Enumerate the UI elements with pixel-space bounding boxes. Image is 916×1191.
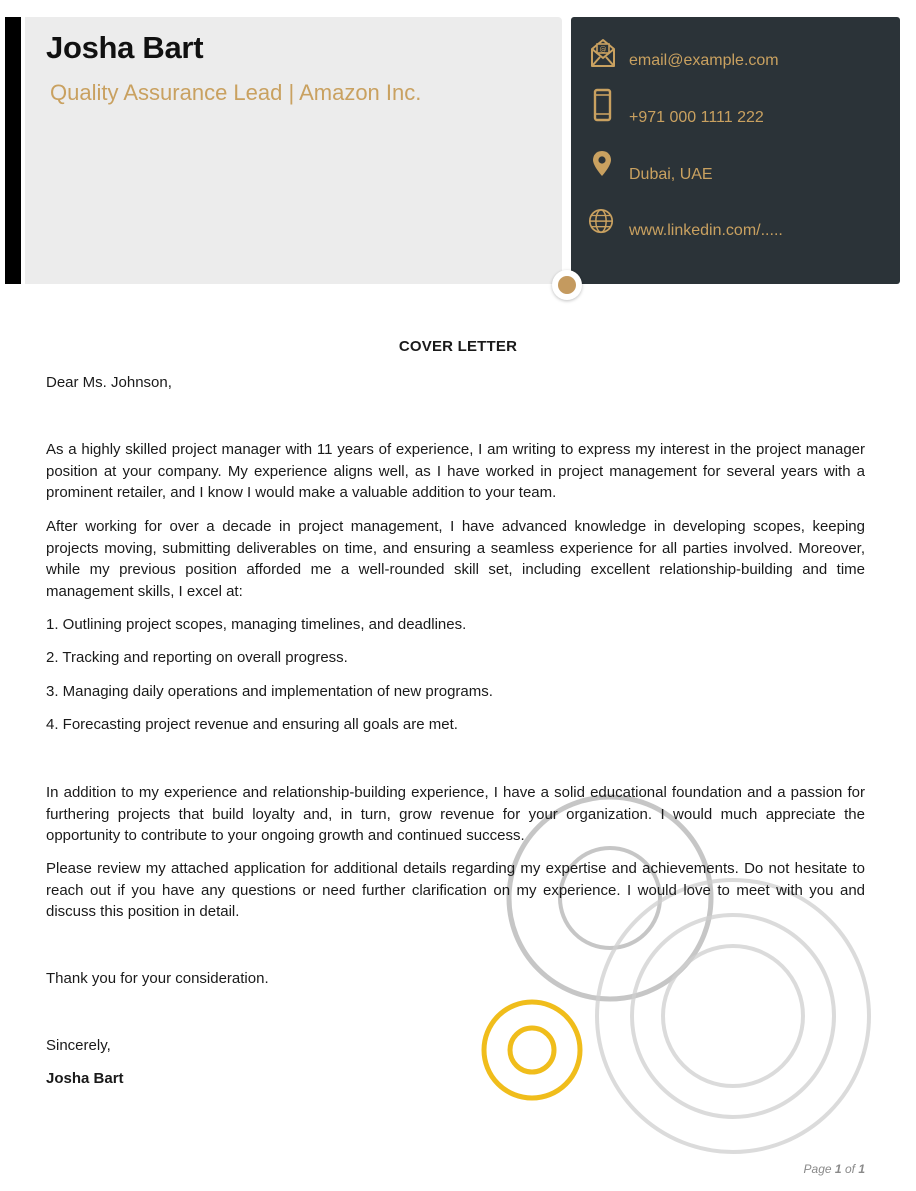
- signer-name: Josha Bart: [46, 1070, 124, 1087]
- globe-icon: [587, 205, 615, 239]
- applicant-name: Josha Bart: [46, 30, 204, 65]
- applicant-title: Quality Assurance Lead | Amazon Inc.: [50, 80, 422, 105]
- document-title: COVER LETTER: [398, 338, 518, 355]
- phone-text: +971 000 1111 222: [629, 109, 764, 126]
- accent-bar: [5, 17, 21, 284]
- paragraph-review: Please review my attached application for additional details regarding my expertise and achievements. Do not hesitate to reach out if you have any questions or need further clarification on my experience. I would love to meet with you and discuss this position in detail.: [46, 860, 865, 920]
- thanks-line: Thank you for your consideration.: [46, 970, 269, 987]
- location-text: Dubai, UAE: [629, 166, 713, 183]
- location-pin-icon: [589, 148, 617, 182]
- email-icon: [589, 36, 617, 70]
- decorative-knob: [552, 270, 582, 300]
- paragraph-experience: After working for over a decade in project management, I have advanced knowledge in developing scopes, keeping projects moving, submitting deliverables on time, and ensuring a seamless experience for all parties involved. Moreover, while my previous position afforded me a well-rounded skill set, including excellent relationship-building and time management skills, I excel at:: [46, 518, 865, 600]
- list-item: 3. Managing daily operations and implementation of new programs.: [46, 683, 493, 700]
- phone-icon: [589, 88, 617, 122]
- page-number: Page 1 of 1: [803, 1162, 865, 1176]
- paragraph-intro: As a highly skilled project manager with 11 years of experience, I am writing to express my interest in the project manager position at your company. My experience aligns well, as I have worked in project management for several years with a prominent retailer, and I know I would make a valuable addition to your team.: [46, 441, 865, 501]
- website-link[interactable]: www.linkedin.com/.....: [629, 222, 783, 239]
- gray-ring-inner-2: [663, 946, 803, 1086]
- salutation: Dear Ms. Johnson,: [46, 374, 172, 391]
- signoff: Sincerely,: [46, 1037, 111, 1054]
- email-link[interactable]: email@example.com: [629, 52, 779, 69]
- list-item: 4. Forecasting project revenue and ensuring all goals are met.: [46, 716, 458, 733]
- list-item: 2. Tracking and reporting on overall progress.: [46, 649, 348, 666]
- list-item: 1. Outlining project scopes, managing timelines, and deadlines.: [46, 616, 467, 633]
- paragraph-education: In addition to my experience and relationship-building experience, I have a solid educational foundation and a passion for furthering projects that build loyalty and, in turn, grow revenue for your organization. I would much appreciate the opportunity to contribute to your ongoing growth and continued success.: [46, 784, 865, 844]
- svg-text:@: @: [599, 45, 607, 54]
